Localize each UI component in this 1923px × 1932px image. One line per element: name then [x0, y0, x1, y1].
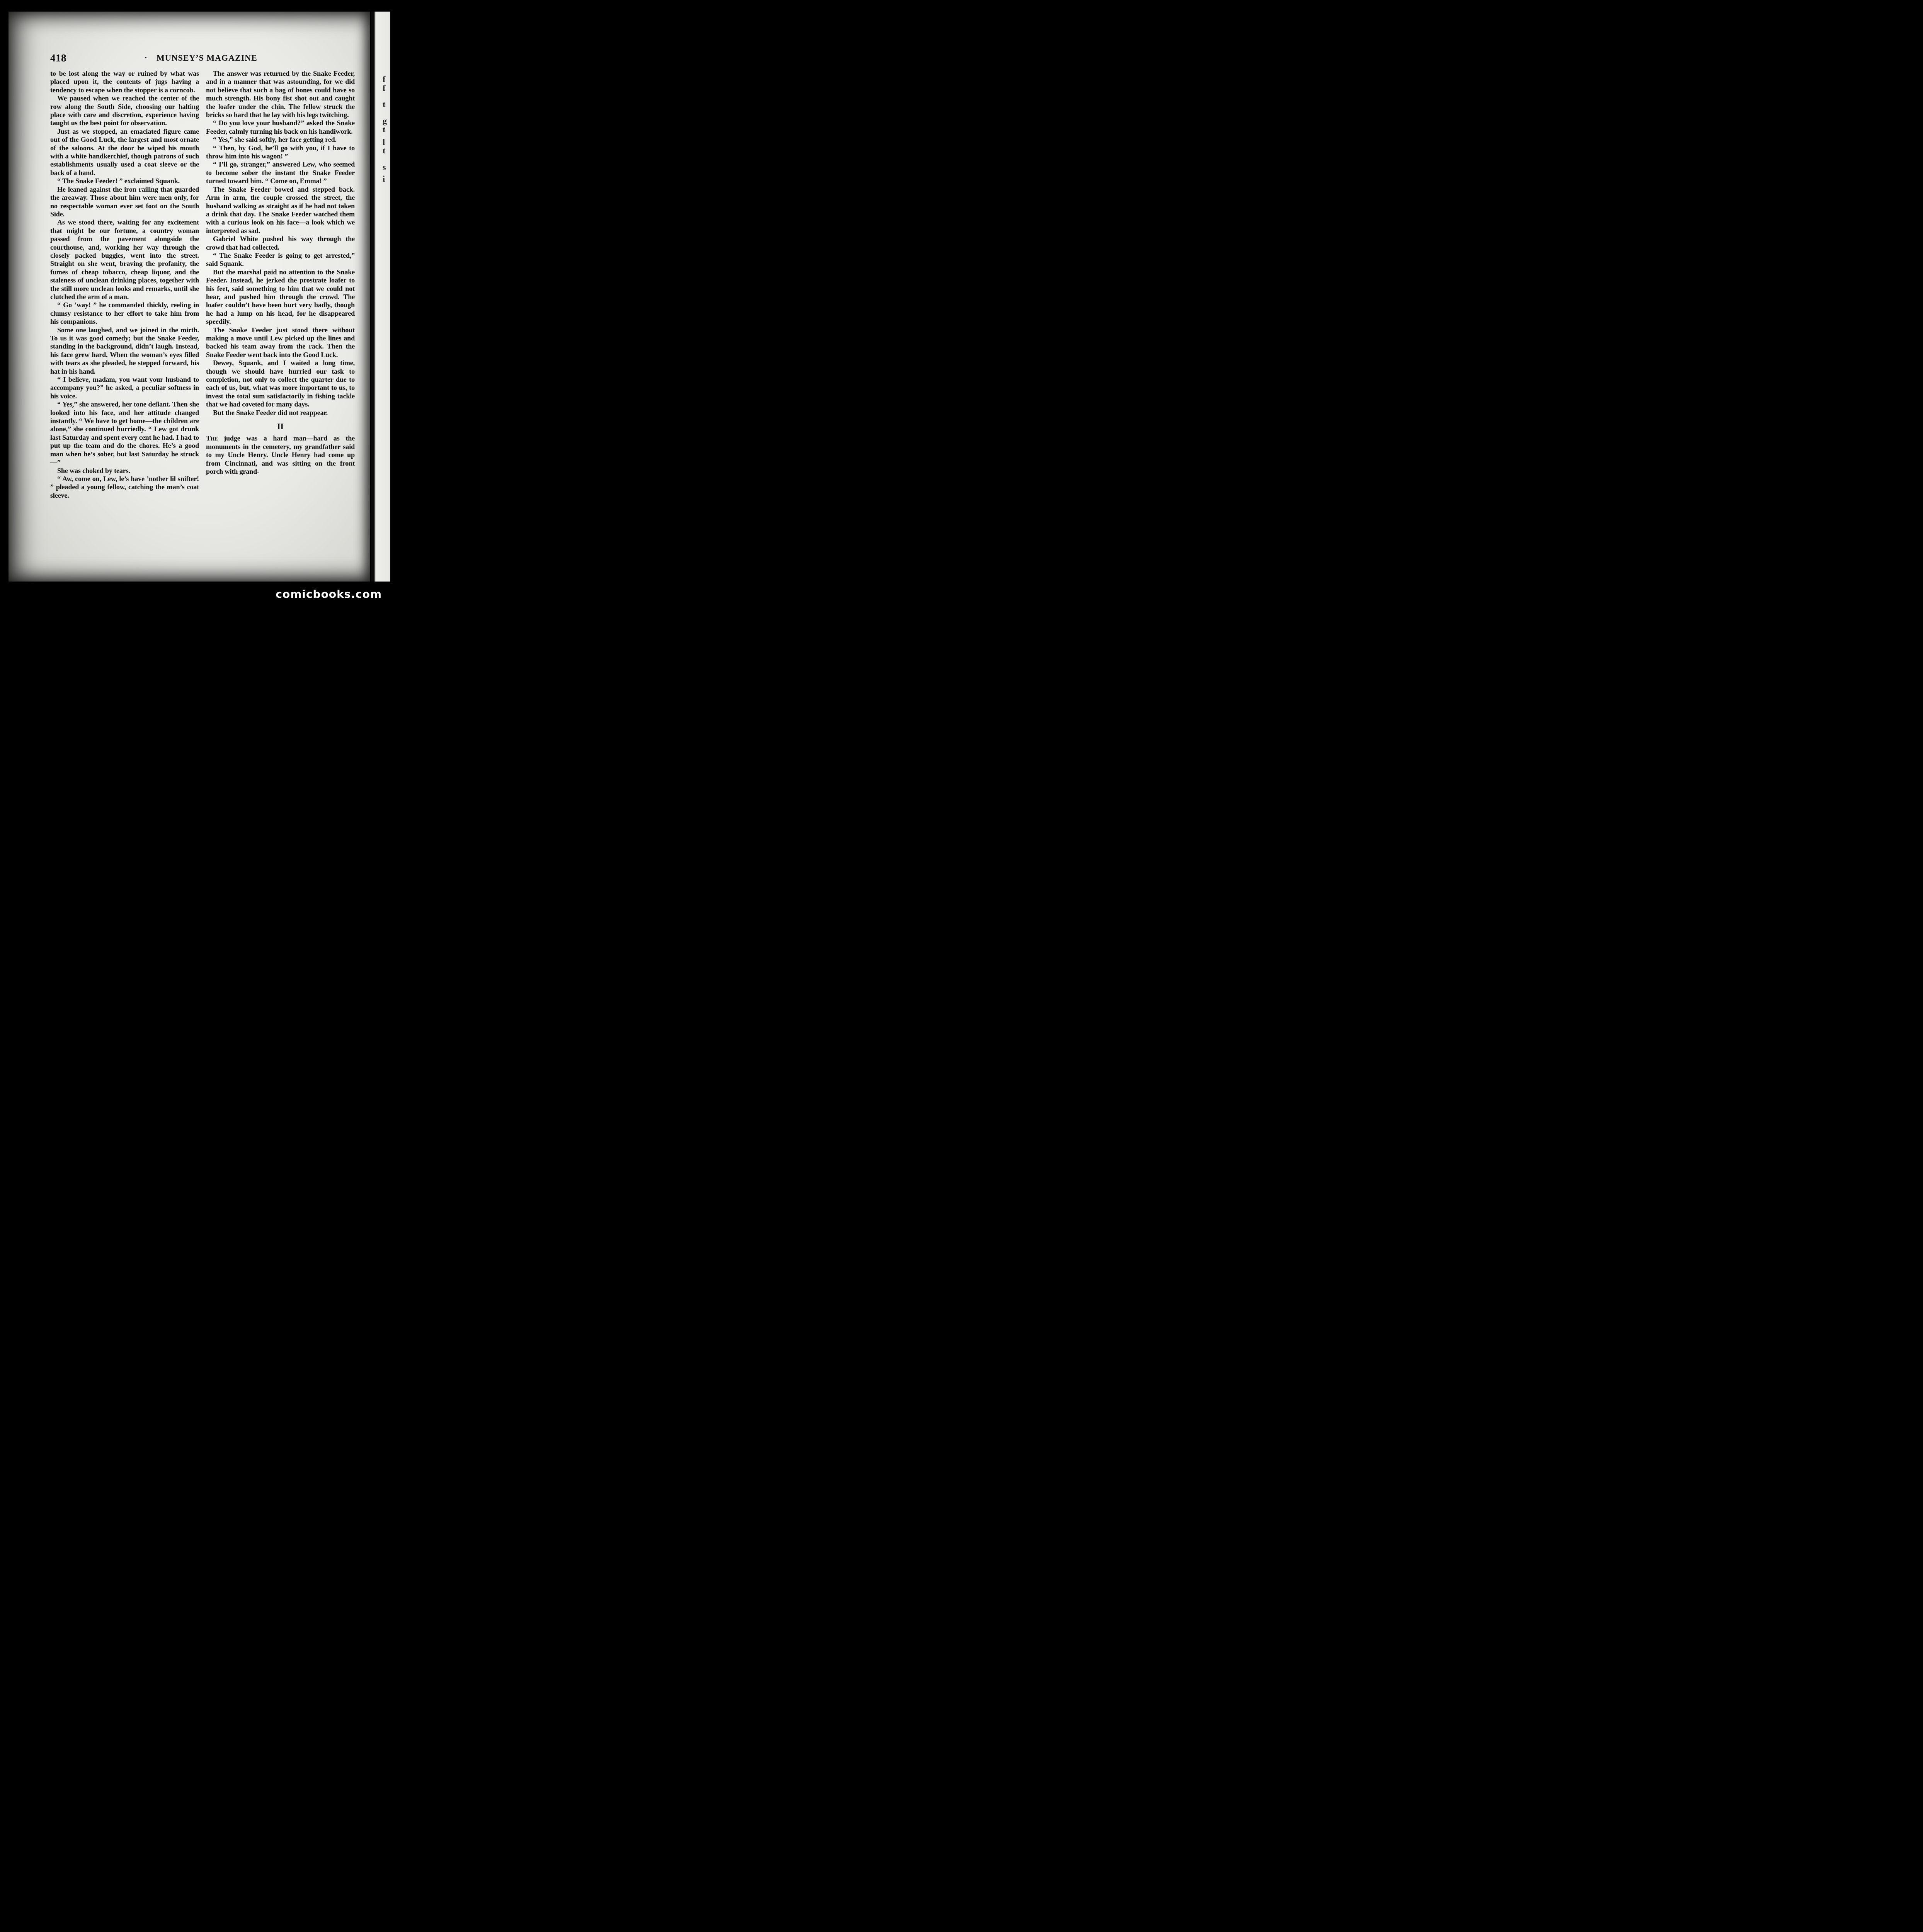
paragraph: “ Go ’way! ” he commanded thickly, reeling in clumsy resistance to her effort to take him from his companions. — [50, 301, 199, 326]
ink-dot — [145, 57, 146, 58]
paragraph: “ Aw, come on, Lew, le’s have ’nother lil snifter! ” pleaded a young fellow, catching the man’s coat sleeve. — [50, 474, 199, 499]
left-column — [50, 70, 199, 500]
facing-page-fragment: l — [383, 137, 385, 147]
site-watermark: comicbooks.com — [276, 588, 382, 600]
paragraph: He leaned against the iron railing that guarded the areaway. Those about him were men only, for no respectable woman ever set foot on the South Side. — [50, 185, 199, 218]
paragraph: “ The Snake Feeder is going to get arrested,” said Squank. — [206, 251, 355, 268]
facing-page-fragment: t — [383, 124, 386, 134]
paragraph: “ Then, by God, he’ll go with you, if I have to throw him into his wagon! ” — [206, 144, 355, 160]
paragraph: The answer was returned by the Snake Feeder, and in a manner that was astounding, for we did not believe that such a bag of bones could have so much strength. His bony fist shot out and caught the loafer under the chin. The fellow struck the bricks so hard that he lay with his legs twitching. — [206, 70, 355, 119]
paragraph: As we stood there, waiting for any excitement that might be our fortune, a country woman passed from the pavement alongside the courthouse, and, working her way through the closely packed buggies, went into the street. Straight on she went, braving the profanity, the fumes of cheap tobacco, cheap liquor, and the staleness of unclean drinking places, together with the still more unclean looks and remarks, until she clutched the arm of a man. — [50, 218, 199, 301]
opening-text: judge was a hard man—hard as the monuments in the cemetery, my grandfather said to my Uncle Henry. Uncle Henry had come up from Cincinnati, and was sitting on the front porch with grand- — [206, 434, 355, 476]
facing-page-fragment: i — [383, 174, 385, 184]
right-column — [206, 70, 355, 476]
paragraph: But the Snake Feeder did not reappear. — [213, 408, 328, 417]
facing-page-fragment: f — [383, 74, 386, 84]
paragraph: “ I’ll go, stranger,” answered Lew, who seemed to become sober the instant the Snake Feeder turned toward him. “ Come on, Emma! ” — [206, 160, 355, 185]
paragraph: The Snake Feeder just stood there without making a move until Lew picked up the lines and backed his team away from the rack. Then the Snake Feeder went back into the Good Luck. — [206, 326, 355, 359]
paragraph: Just as we stopped, an emaciated figure came out of the Good Luck, the largest and most ornate of the saloons. At the door he wiped his mouth with a white handkerchief, though patrons of such establishments usually used a coat sleeve or the back of a hand. — [50, 127, 199, 177]
paragraph: Gabriel White pushed his way through the crowd that had collected. — [206, 235, 355, 251]
paragraph: We paused when we reached the center of the row along the South Side, choosing our halting place with care and discretion, experience having taught us the best point for observation. — [50, 94, 199, 127]
facing-page-fragment: g — [383, 116, 387, 126]
paragraph: “ Yes,” she said softly, her face getting red. — [213, 136, 337, 144]
paragraph: Some one laughed, and we joined in the mirth. To us it was good comedy; but the Snake Feeder, standing in the background, didn’t laugh. Instead, his face grew hard. When the woman’s eyes filled with tears as she pleaded, he stepped forward, his hat in his hand. — [50, 326, 199, 375]
facing-page-edge — [371, 12, 390, 582]
running-head: MUNSEY’S MAGAZINE — [157, 53, 257, 63]
section-opening-paragraph — [206, 434, 355, 476]
page-header — [0, 52, 390, 65]
lead-word: The — [206, 434, 218, 442]
paragraph: But the marshal paid no attention to the Snake Feeder. Instead, he jerked the prostrate loafer to his feet, said something to him that we could not hear, and pushed him through the crowd. The loafer couldn’t have been hurt very badly, though he had a lump on his head, for he disappeared speedily. — [206, 268, 355, 326]
section-heading: II — [277, 422, 284, 432]
page-number: 418 — [50, 52, 66, 64]
facing-page-fragment: t — [383, 99, 386, 109]
paragraph: The Snake Feeder bowed and stepped back. Arm in arm, the couple crossed the street, the husband walking as straight as if he had not taken a drink that day. The Snake Feeder watched them with a curious look on his face—a look which we interpreted as sad. — [206, 185, 355, 235]
paragraph: Dewey, Squank, and I waited a long time, though we should have hurried our task to completion, not only to collect the quarter due to each of us, but, what was more important to us, to invest the total sum satisfactorily in fishing tackle that we had coveted for many days. — [206, 359, 355, 408]
paragraph: “ The Snake Feeder! ” exclaimed Squank. — [57, 177, 180, 185]
paragraph: to be lost along the way or ruined by what was placed upon it, the contents of jugs having a tendency to escape when the stopper is a corncob. — [50, 70, 199, 94]
facing-page-fragment: s — [383, 162, 386, 172]
facing-page-fragment: t — [383, 146, 386, 155]
paragraph: “ Yes,” she answered, her tone defiant. Then she looked into his face, and her attitude changed instantly. “ We have to get home—the children are alone,” she continued hurriedly. “ Lew got drunk last Saturday and spent every cent he had. I had to put up the team and do the chores. He’s a good man when he’s sober, but last Saturday he struck—” — [50, 400, 199, 466]
facing-page-fragment: f — [383, 83, 386, 93]
paragraph: She was choked by tears. — [57, 466, 130, 474]
paragraph: “ I believe, madam, you want your husband to accompany you?” he asked, a peculiar softness in his voice. — [50, 376, 199, 400]
paragraph: “ Do you love your husband?” asked the Snake Feeder, calmly turning his back on his handiwork. — [206, 119, 355, 135]
